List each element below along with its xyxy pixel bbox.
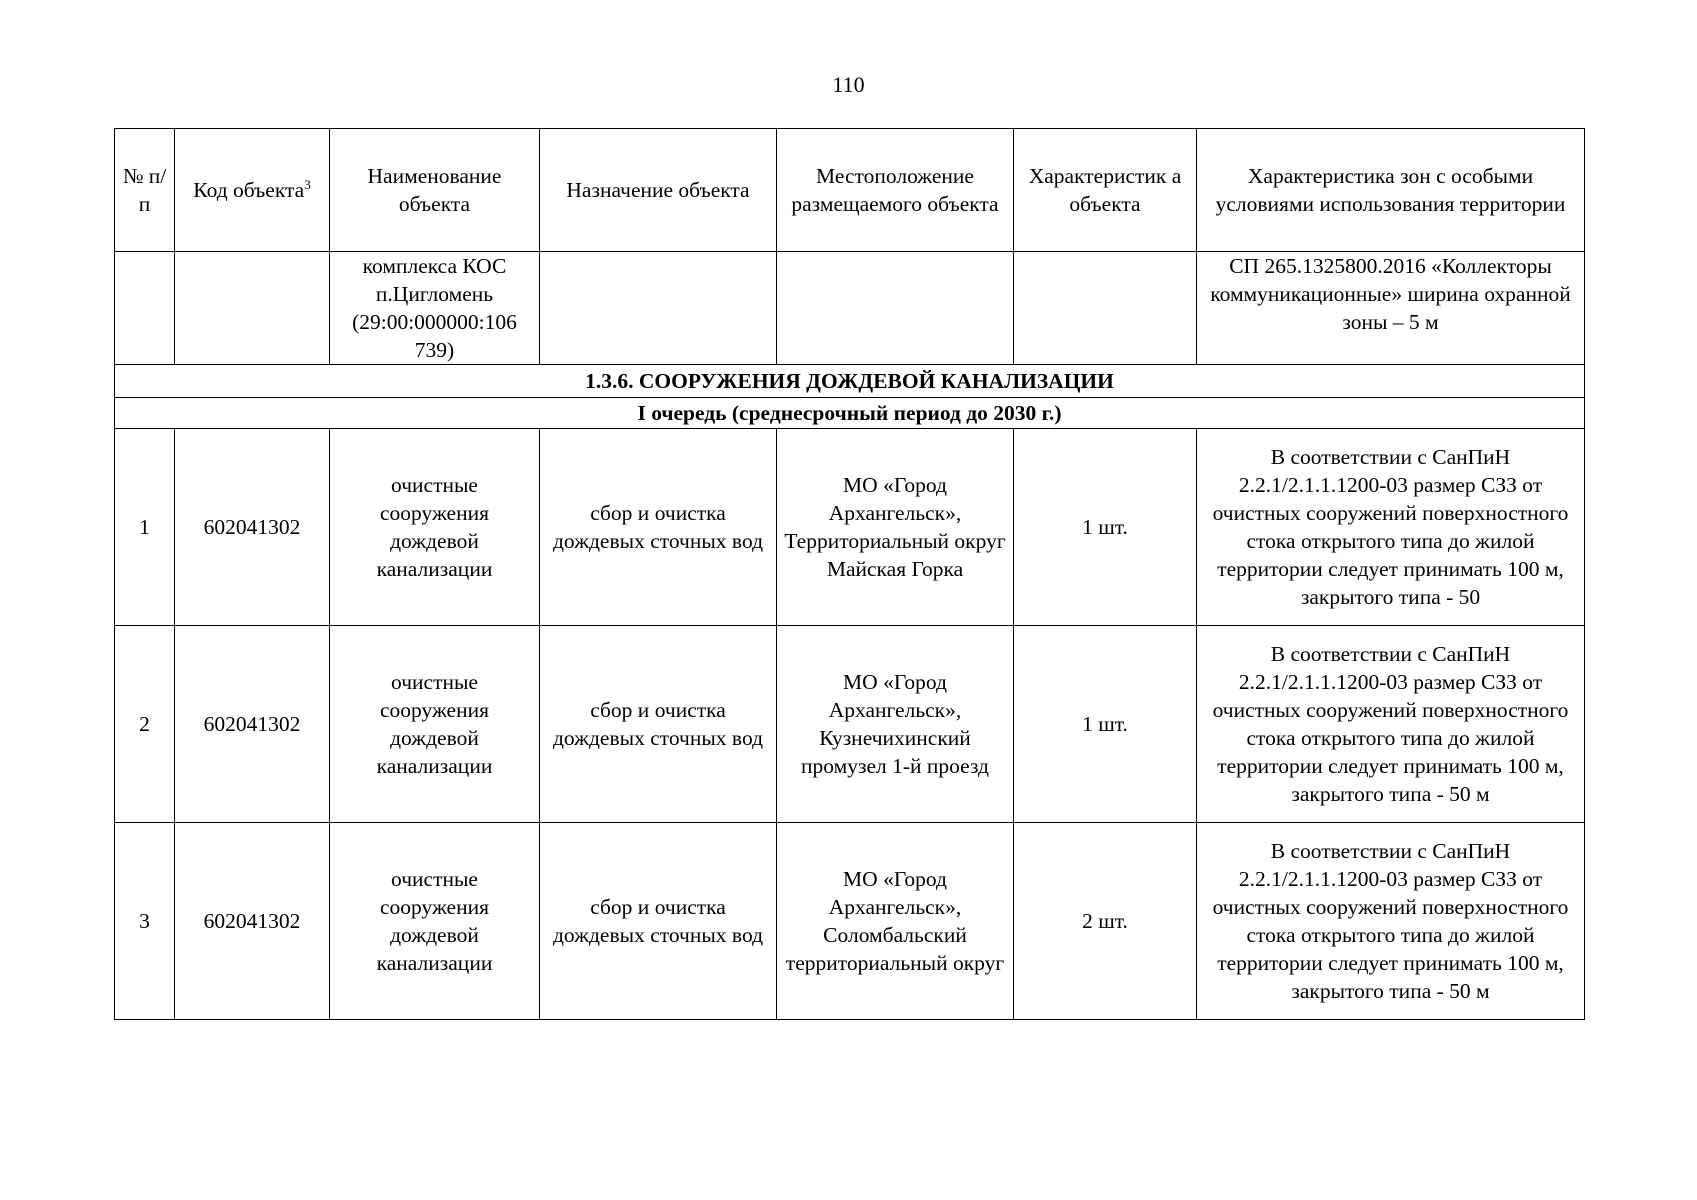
row-location: МО «Город Архангельск», Соломбальский территориальный округ: [777, 823, 1014, 1020]
row-name: очистные сооружения дождевой канализации: [330, 823, 540, 1020]
table-header-row: [115, 129, 1585, 252]
section-title: 1.3.6. СООРУЖЕНИЯ ДОЖДЕВОЙ КАНАЛИЗАЦИИ: [115, 365, 1585, 398]
table-row: [115, 823, 1585, 1020]
row-code: 602041302: [175, 429, 330, 626]
row-num: 1: [115, 429, 175, 626]
continuation-row: [115, 252, 1585, 365]
row-purpose: сбор и очистка дождевых сточных вод: [540, 823, 777, 1020]
row-characteristic: 1 шт.: [1014, 429, 1197, 626]
continuation-name: комплекса КОС п.Цигломень (29:00:000000:106 739): [330, 252, 540, 365]
objects-table: [114, 128, 1585, 1020]
table-row: [115, 626, 1585, 823]
section-row: [115, 365, 1585, 398]
row-name: очистные сооружения дождевой канализации: [330, 626, 540, 823]
row-characteristic: 1 шт.: [1014, 626, 1197, 823]
header-code-text: Код объекта: [193, 178, 305, 202]
header-location: Местоположение размещаемого объекта: [777, 129, 1014, 252]
subsection-title: I очередь (среднесрочный период до 2030 г.): [115, 398, 1585, 429]
continuation-purpose: [540, 252, 777, 365]
continuation-location: [777, 252, 1014, 365]
row-num: 2: [115, 626, 175, 823]
subsection-row: [115, 398, 1585, 429]
row-code: 602041302: [175, 626, 330, 823]
row-purpose: сбор и очистка дождевых сточных вод: [540, 626, 777, 823]
row-zones: В соответствии с СанПиН 2.2.1/2.1.1.1200-03 размер СЗЗ от очистных сооружений поверхностного стока открытого типа до жилой территории следует принимать 100 м, закрытого типа - 50: [1197, 429, 1585, 626]
page-number: 110: [832, 72, 865, 97]
header-code: [175, 129, 330, 252]
row-name: очистные сооружения дождевой канализации: [330, 429, 540, 626]
continuation-characteristic: [1014, 252, 1197, 365]
row-zones: В соответствии с СанПиН 2.2.1/2.1.1.1200-03 размер СЗЗ от очистных сооружений поверхностного стока открытого типа до жилой территории следует принимать 100 м, закрытого типа - 50 м: [1197, 823, 1585, 1020]
row-location: МО «Город Архангельск», Кузнечихинский промузел 1-й проезд: [777, 626, 1014, 823]
header-name: Наименование объекта: [330, 129, 540, 252]
continuation-zones: СП 265.1325800.2016 «Коллекторы коммуникационные» ширина охранной зоны – 5 м: [1197, 252, 1585, 365]
row-zones: В соответствии с СанПиН 2.2.1/2.1.1.1200-03 размер СЗЗ от очистных сооружений поверхностного стока открытого типа до жилой территории следует принимать 100 м, закрытого типа - 50 м: [1197, 626, 1585, 823]
row-purpose: сбор и очистка дождевых сточных вод: [540, 429, 777, 626]
continuation-code: [175, 252, 330, 365]
row-characteristic: 2 шт.: [1014, 823, 1197, 1020]
header-purpose: Назначение объекта: [540, 129, 777, 252]
row-code: 602041302: [175, 823, 330, 1020]
row-location: МО «Город Архангельск», Территориальный округ Майская Горка: [777, 429, 1014, 626]
continuation-num: [115, 252, 175, 365]
table-row: [115, 429, 1585, 626]
header-num: № п/п: [115, 129, 175, 252]
header-code-footnote: 3: [304, 176, 311, 192]
row-num: 3: [115, 823, 175, 1020]
header-characteristic: Характеристик а объекта: [1014, 129, 1197, 252]
header-zones: Характеристика зон с особыми условиями использования территории: [1197, 129, 1585, 252]
